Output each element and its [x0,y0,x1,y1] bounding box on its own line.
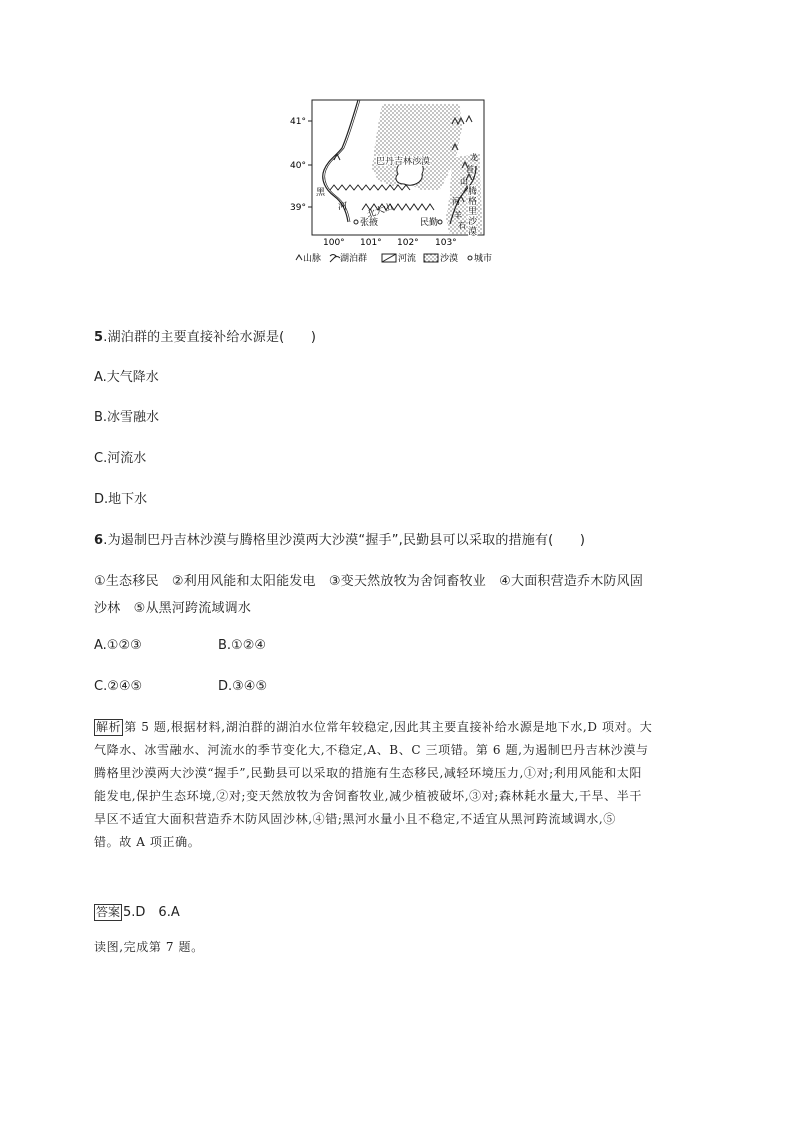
legend-city-icon [468,256,472,260]
lat-label-41: 41° [290,117,306,127]
minqin-label: 民勤 [420,218,439,228]
question-5-text: .湖泊群的主要直接补给水源是( ) [103,330,317,345]
analysis-line-1-text: 第 5 题,根据材料,湖泊群的湖泊水位常年较稳定,因此其主要直接补给水源是地下水,D 项对。大 [124,720,653,734]
legend-lake-label: 湖泊群 [340,254,368,264]
hei-river-label-1: 黑 [316,188,326,198]
analysis-line-4: 能发电,保护生态环境,②对;变天然放牧为舍饲畜牧业,减少植被破坏,③对;森林耗水量大,干旱、半干 [94,789,642,803]
answer-tag: 答案 [96,905,121,919]
q5-option-d: D.地下水 [94,492,148,507]
legend-mountain-icon [296,255,302,260]
answer-line [94,901,180,921]
minqin-city-marker [438,220,442,224]
next-question-prompt: 读图,完成第 7 题。 [94,940,204,954]
hei-river-label-2: 河 [338,202,348,212]
lon-label-103: 103° [435,238,457,248]
lon-label-101: 101° [360,238,382,248]
shiyang-label-2: 羊 [454,211,462,220]
question-5 [94,326,316,345]
analysis-tag: 解析 [96,720,122,734]
longshou-label-2: 首 [466,165,474,174]
badain-desert-label: 巴丹吉林沙漠 [376,157,431,167]
q6-statements-line-1: ①生态移民 ②利用风能和太阳能发电 ③变天然放牧为舍饲畜牧业 ④大面积营造乔木防风固 [94,574,644,589]
legend-desert-icon [424,254,438,262]
shiyang-label-1: 石 [458,221,466,230]
north-mountain-range [330,185,410,190]
tengger-label-5: 漠 [468,227,478,237]
longshou-label-1: 龙 [470,153,478,162]
tengger-label-1: 腾 [468,187,478,197]
lon-label-102: 102° [397,238,419,248]
analysis-line-6: 错。故 A 项正确。 [94,835,201,849]
question-6-text: .为遏制巴丹吉林沙漠与腾格里沙漠两大沙漠“握手”,民勤县可以采取的措施有( ) [103,533,586,548]
beida-mountain-label: 北大山 [365,202,395,221]
tengger-label-2: 格 [468,197,478,207]
q5-option-a: A.大气降水 [94,370,159,385]
legend-city-label: 城市 [474,254,493,264]
question-5-number: 5 [94,330,104,345]
q5-option-c: C.河流水 [94,451,147,466]
legend-river-line [382,254,396,262]
q6-statements-line-2: 沙林 ⑤从黑河跨流域调水 [94,601,252,616]
zhangye-city-marker [354,220,358,224]
lon-label-100: 100° [323,238,345,248]
question-6 [94,529,585,548]
question-6-number: 6 [94,533,104,548]
analysis-block [94,716,710,854]
desert-map-figure [290,98,520,268]
map-legend [296,252,492,264]
lat-label-39: 39° [290,203,306,213]
zhangye-label: 张掖 [360,218,379,228]
analysis-line-1 [94,716,710,739]
legend-mountain-label: 山脉 [303,254,322,264]
q5-option-b: B.冰雪融水 [94,410,160,425]
longshou-label-3: 山 [460,177,468,186]
q6-option-c: C.②④⑤ [94,679,143,694]
analysis-line-3: 腾格里沙漠两大沙漠“握手”,民勤县可以采取的措施有生态移民,减轻环境压力,①对;利用风能和太阳 [94,766,642,780]
q6-option-a: A.①②③ [94,638,142,653]
answer-text: 5.D 6.A [123,905,180,920]
q6-option-d: D.③④⑤ [218,679,268,694]
legend-lake-icon [330,255,340,263]
analysis-line-2: 气降水、冰雪融水、河流水的季节变化大,不稳定,A、B、C 三项错。第 6 题,为遏制巴丹吉林沙漠与 [94,743,649,757]
legend-river-label: 河流 [398,254,417,264]
lat-label-40: 40° [290,161,306,171]
shiyang-label-3: 河 [452,197,460,206]
legend-desert-label: 沙漠 [440,254,459,264]
tengger-label-4: 沙 [468,217,478,227]
analysis-line-5: 旱区不适宜大面积营造乔木防风固沙林,④错;黑河水量小且不稳定,不适宜从黑河跨流域调水,⑤ [94,812,616,826]
tengger-label-3: 里 [468,207,478,217]
q6-option-b: B.①②④ [218,638,267,653]
